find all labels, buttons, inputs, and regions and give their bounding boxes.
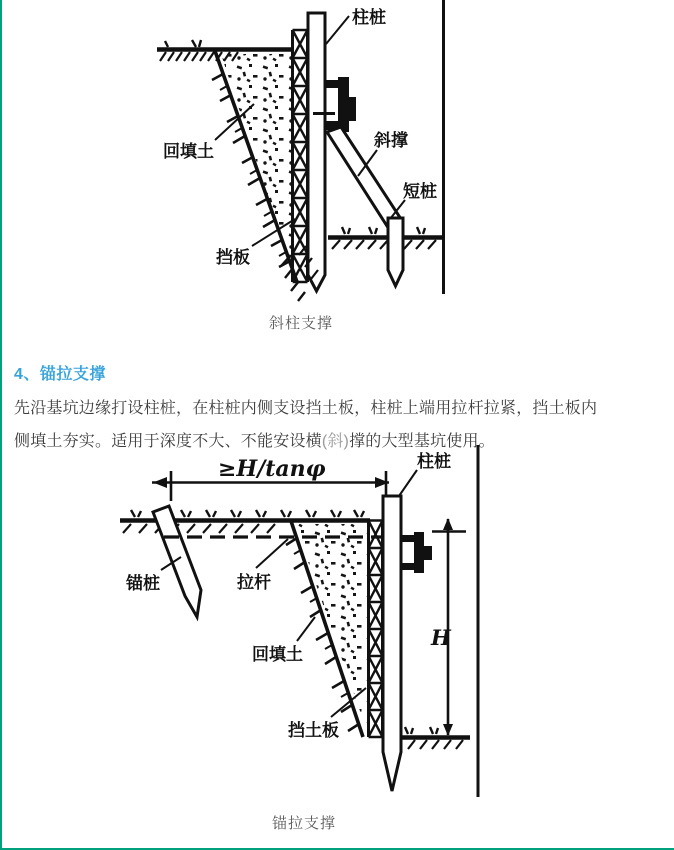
dim-height-text: H	[431, 625, 451, 650]
callout-column-pile	[326, 16, 349, 44]
label-board2: 挡土板	[288, 721, 339, 740]
dim-top-text: ≥H/tanφ	[218, 456, 326, 482]
label-short-pile: 短桩	[403, 182, 437, 201]
label-column-pile2: 柱桩	[417, 452, 451, 471]
dimension-top	[152, 456, 389, 501]
section-heading: 4、锚拉支撑	[14, 366, 106, 383]
body-line2-paren: (斜)	[321, 433, 350, 450]
body-line2-pre: 侧填土夯实。适用于深度不大、不能安设横	[14, 433, 322, 450]
short-pile-shape	[388, 218, 403, 286]
label-backfill2: 回填土	[252, 645, 303, 664]
body-line2-post: 撑的大型基坑使用。	[349, 433, 495, 450]
label-backfill: 回填土	[163, 142, 214, 161]
column-pile-shape	[308, 13, 325, 291]
label-anchor-pile: 锚桩	[126, 574, 160, 593]
figure1-caption: 斜柱支撑	[269, 315, 334, 332]
ground-surface-right2	[401, 727, 470, 749]
callout-backfill2	[297, 617, 315, 641]
label-tie-rod: 拉杆	[237, 573, 271, 592]
dimension-height	[430, 518, 466, 736]
callout-column-pile2	[399, 470, 417, 496]
label-board: 挡板	[216, 248, 250, 267]
pile-bracket2	[401, 532, 432, 573]
body-line1: 先沿基坑边缘打设柱桩，在柱桩内侧支设挡土板，柱桩上端用拉杆拉紧，挡土板内	[14, 400, 598, 417]
figure2-caption: 锚拉支撑	[272, 815, 337, 832]
label-brace: 斜撑	[374, 131, 408, 150]
figure-inclined-column-support	[0, 0, 674, 305]
retaining-board-lattice2	[369, 521, 383, 738]
figure-anchor-pull-support	[0, 445, 674, 805]
callout-tie-rod	[256, 539, 288, 568]
label-column-pile: 柱桩	[352, 8, 386, 27]
column-pile-shape2	[383, 496, 401, 791]
